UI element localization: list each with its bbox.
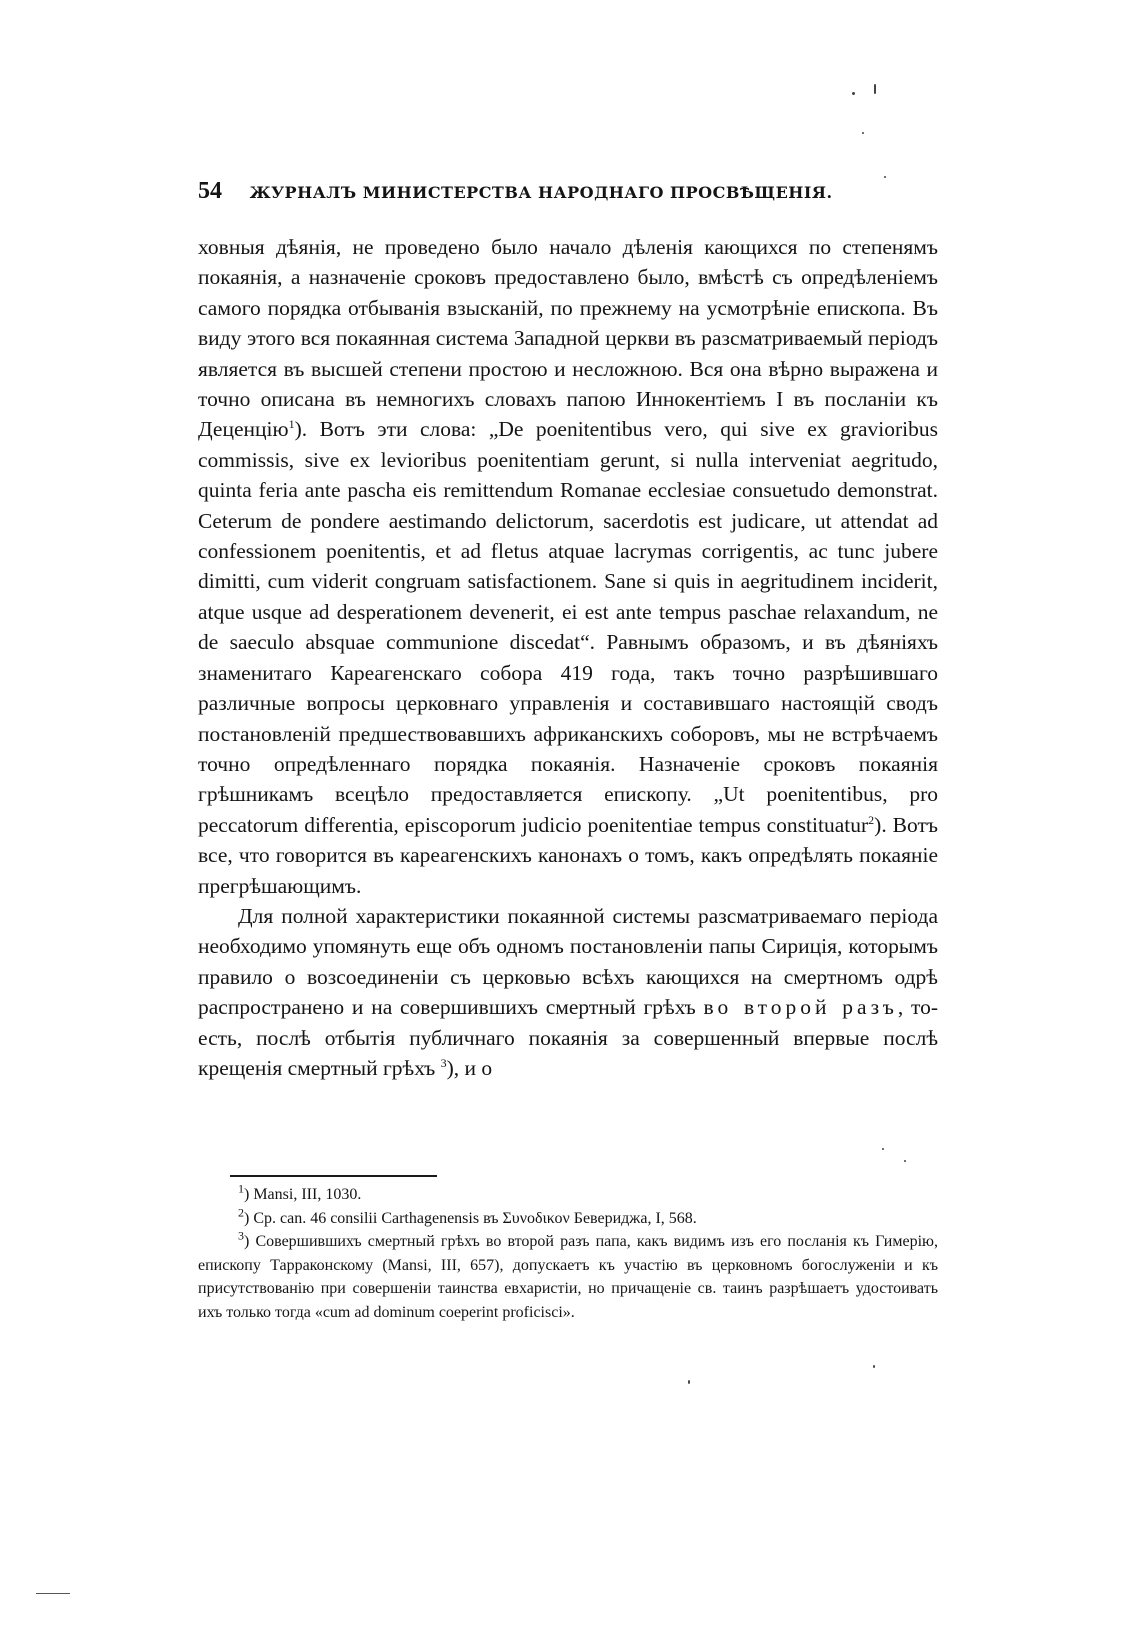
scan-speck bbox=[873, 1365, 875, 1368]
paragraph-1-part-b: ). Вотъ эти слова: „De poenitentibus vero, qui sive ex gravioribus commissis, sive ex levioribus poenitentiam gerunt, si nulla interveniat aegritudo, quinta feria ante pascha eis remittendum Romanae ecclesiae consuetudo demonstrat. Ceterum de pondere aestimando delictorum, sacerdotis est judicare, ut attendat ad confessionem poenitentis, et ad fletus atquae lacrymas corrigentis, ac tunc jubere dimitti, cum viderit congruam satisfactionem. Sane si quis in aegritudinem inciderit, atque usque ad desperationem devenerit, ei est ante tempus paschae relaxandum, ne de saeculo absquae communione discedat“. Равнымъ образомъ, и въ дѣяніяхъ знаменитаго Кареагенскаго собора 419 года, такъ точно разрѣшившаго различные вопросы церковнаго управленія и составившаго настоящій сводъ постановленій предшествовавшихъ африканскихъ соборовъ, мы не встрѣчаемъ точно опредѣленнаго порядка покаянія. Назначеніе сроковъ покаянія грѣшникамъ всецѣло предоставляется епископу. „Ut poenitentibus, pro peccatorum differentia, episcoporum judicio poenitentiae tempus constituatur bbox=[198, 417, 938, 837]
paragraph-1 bbox=[198, 232, 938, 901]
paragraph-2-part-a: Для полной характеристики покаянной системы разсматриваемаго періода необходимо упомянуть еще объ одномъ постановленіи папы Сириція, которымъ правило о возсоединеніи съ церковью всѣхъ кающихся на смертномъ одрѣ распространено и на совершившихъ смертный грѣхъ bbox=[198, 903, 938, 1020]
footnote-3-marker: 3 bbox=[238, 1228, 244, 1243]
scan-speck bbox=[862, 132, 864, 134]
page-header bbox=[198, 178, 938, 205]
paragraph-2 bbox=[198, 901, 938, 1083]
scan-speck bbox=[688, 1380, 690, 1384]
spaced-emphasis: во второй разъ bbox=[703, 995, 898, 1020]
paragraph-1-part-a: ховныя дѣянія, не проведено было начало дѣленія кающихся по степенямъ покаянія, а назначеніе сроковъ предоставлено было, вмѣстѣ съ опредѣленіемъ самого порядка отбыванія взысканій, по прежнему на усмотрѣніе епископа. Въ виду этого вся покаянная система Западной церкви въ разсматриваемый періодъ является въ высшей степени простою и несложною. Вся она вѣрно выражена и точно описана въ немногихъ словахъ папою Иннокентіемъ I въ посланіи къ Деценцію bbox=[198, 235, 938, 442]
margin-mark bbox=[36, 1593, 70, 1594]
main-text bbox=[198, 232, 938, 1083]
footnotes bbox=[198, 1183, 938, 1324]
footnote-2-marker: 2 bbox=[238, 1205, 244, 1220]
page-number: 54 bbox=[198, 178, 222, 204]
scan-speck bbox=[884, 176, 886, 178]
footnote-ref-2: 2 bbox=[868, 812, 875, 827]
footnote-2 bbox=[198, 1207, 938, 1231]
footnote-1 bbox=[198, 1183, 938, 1207]
scan-speck bbox=[874, 84, 876, 94]
scan-speck bbox=[882, 1148, 884, 1150]
footnote-3 bbox=[198, 1230, 938, 1324]
paragraph-2-part-c: ), и о bbox=[446, 1055, 493, 1080]
footnote-2-text: ) Ср. can. 46 consilii Carthagenensis въ Συνοδικον Бевериджа, I, 568. bbox=[244, 1209, 697, 1227]
paragraph-1-part-c: ). Вотъ все, что говорится въ кареагенскихъ канонахъ о томъ, какъ опредѣлять покаяніе прегрѣшающимъ. bbox=[198, 812, 938, 898]
scan-speck bbox=[852, 92, 855, 95]
running-title: ЖУРНАЛЪ МИНИСТЕРСТВА НАРОДНАГО ПРОСВѢЩЕНІЯ. bbox=[249, 183, 833, 202]
footnote-3-text: ) Совершившихъ смертный грѣхъ во второй разъ папа, какъ видимъ изъ его посланія къ Гимерію, епископу Тарраконскому (Mansi, III, 657), допускаетъ къ участію въ церковномъ богослуженіи и къ присутствованію при совершеніи таинства евхаристіи, но причащеніе св. таинъ разрѣшаетъ удостоивать ихъ только тогда «cum ad dominum coeperint proficisci». bbox=[198, 1233, 938, 1321]
footnote-divider bbox=[230, 1175, 437, 1177]
paragraph-2-part-b: , то-есть, послѣ отбытія публичнаго покаянія за совершенный впервые послѣ крещенія смертный грѣхъ bbox=[198, 995, 939, 1080]
footnote-ref-1: 1 bbox=[288, 417, 295, 432]
footnote-1-marker: 1 bbox=[238, 1181, 244, 1196]
scan-speck bbox=[904, 1160, 906, 1162]
footnote-ref-3: 3 bbox=[440, 1055, 447, 1070]
footnote-1-text: ) Mansi, III, 1030. bbox=[244, 1186, 362, 1203]
